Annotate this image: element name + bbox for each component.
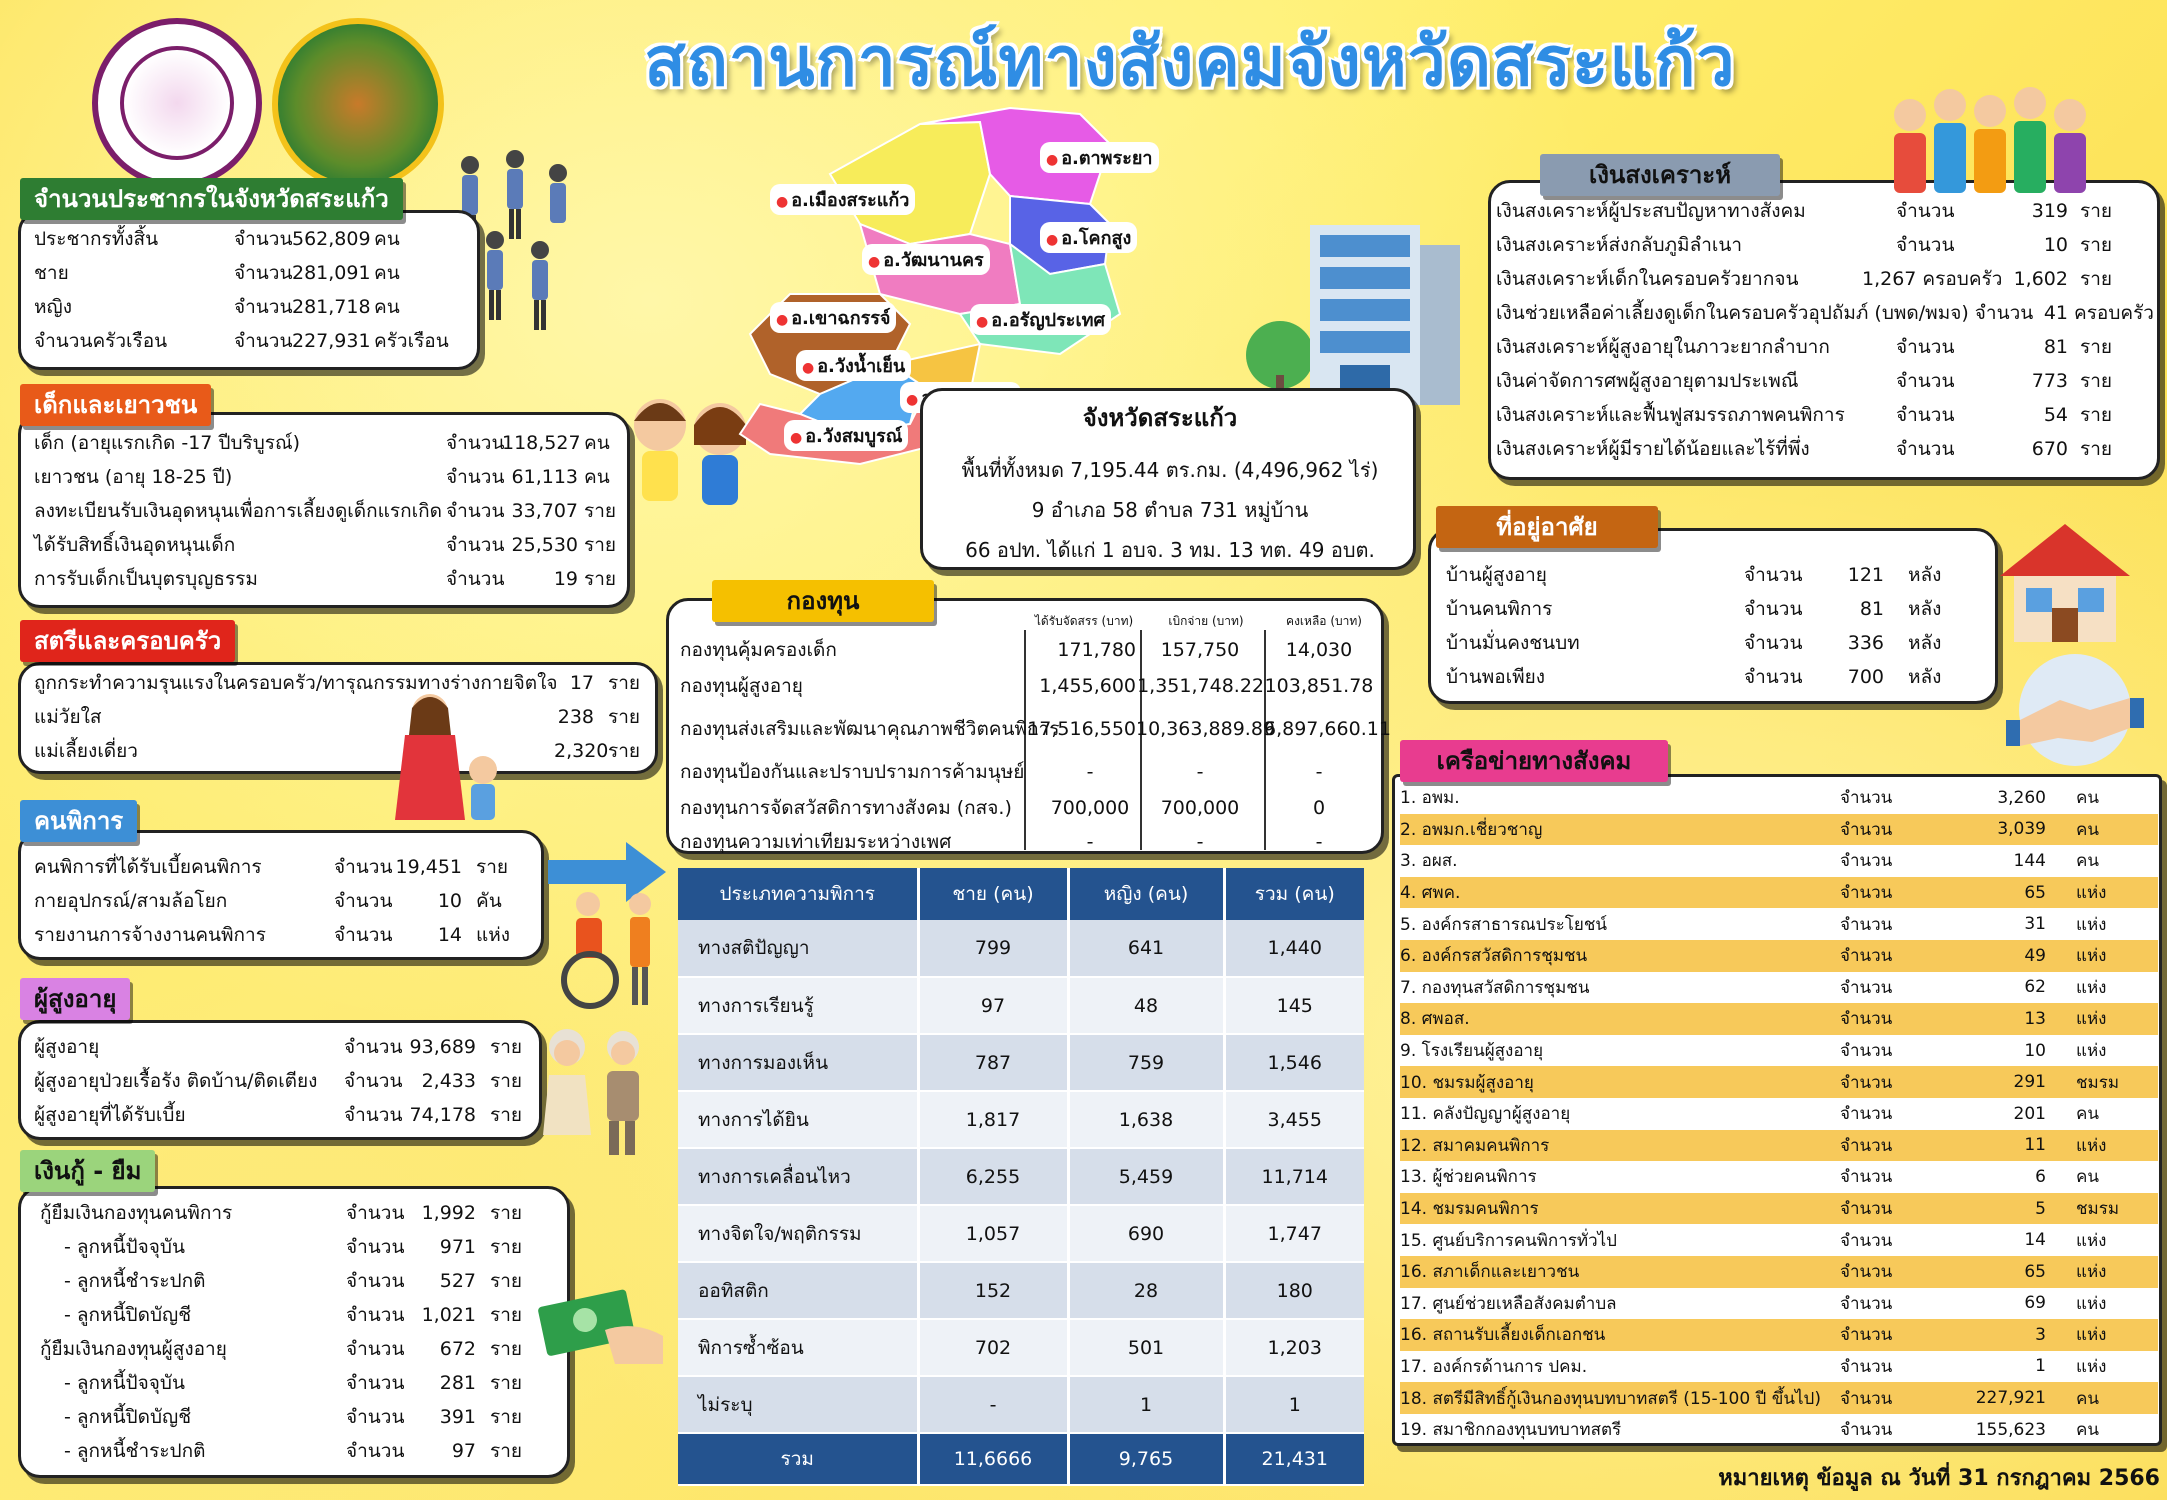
- network-key: จำนวน: [1840, 1072, 1893, 1093]
- network-label: 3. อผส.: [1400, 851, 1458, 872]
- disabled-rows: [34, 850, 544, 952]
- table-cell: ไม่ระบุ: [678, 1376, 918, 1433]
- table-cell: ทางจิตใจ/พฤติกรรม: [678, 1205, 918, 1262]
- network-value: 1: [2035, 1356, 2046, 1377]
- list-item: รายงานการจ้างงานคนพิการ จำนวน 14 แห่ง: [34, 924, 511, 946]
- network-key: จำนวน: [1840, 1356, 1893, 1377]
- table-cell: พิการซ้ำซ้อน: [678, 1319, 918, 1376]
- funds-rows: [680, 632, 1391, 858]
- table-cell: 1,203: [1224, 1319, 1364, 1376]
- network-key: จำนวน: [1840, 1230, 1893, 1251]
- handshake-icon: [2000, 650, 2150, 770]
- list-item: ผู้สูงอายุป่วยเรื้อรัง ติดบ้าน/ติดเตียง จำนวน 2,433 ราย: [34, 1070, 523, 1092]
- network-label: 5. องค์กรสาธารณประโยชน์: [1400, 914, 1607, 935]
- network-label: 11. คลังปัญญาผู้สูงอายุ: [1400, 1104, 1571, 1125]
- network-key: จำนวน: [1840, 1293, 1893, 1314]
- table-cell: 9,765: [1068, 1433, 1224, 1485]
- district-label: ● อ.โคกสูง: [1040, 222, 1137, 253]
- table-cell: ทางสติปัญญา: [678, 920, 918, 977]
- table-row: [678, 920, 1364, 977]
- table-cell: 799: [918, 920, 1068, 977]
- network-value: 65: [2024, 882, 2046, 903]
- table-cell: 48: [1068, 977, 1224, 1034]
- network-label: 1. อพม.: [1400, 788, 1460, 809]
- youth-header: เด็กและเยาวชน: [20, 384, 211, 426]
- network-key: จำนวน: [1840, 819, 1893, 840]
- province-area: พื้นที่ทั้งหมด 7,195.44 ตร.กม. (4,496,962 ไร่): [961, 458, 1379, 482]
- table-cell: 1: [1224, 1376, 1364, 1433]
- network-rows: [1400, 782, 2158, 1445]
- footnote: หมายเหตุ ข้อมูล ณ วันที่ 31 กรกฎาคม 2566: [1718, 1466, 2160, 1491]
- network-key: จำนวน: [1840, 1041, 1893, 1062]
- map-region-mueang: [830, 122, 990, 244]
- network-unit: แห่ง: [2076, 1135, 2107, 1156]
- table-row: [678, 1319, 1364, 1376]
- network-value: 65: [2024, 1261, 2046, 1282]
- network-label: 7. กองทุนสวัสดิการชุมชน: [1400, 977, 1590, 998]
- table-cell: 1: [1068, 1376, 1224, 1433]
- list-item: เงินสงเคราะห์ผู้สูงอายุในภาวะยากลำบาก จำนวน 81 ราย: [1496, 336, 2113, 358]
- network-label: 10. ชมรมผู้สูงอายุ: [1400, 1072, 1534, 1093]
- network-value: 10: [2024, 1040, 2046, 1061]
- network-unit: แห่ง: [2076, 977, 2107, 998]
- table-row: กองทุนการจัดสวัสดิการทางสังคม (กสจ.) 700,000 700,000 0: [680, 797, 1326, 819]
- network-label: 4. ศพค.: [1400, 883, 1461, 904]
- network-value: 155,623: [1975, 1419, 2046, 1440]
- table-cell: 3,455: [1224, 1091, 1364, 1148]
- network-unit: แห่ง: [2076, 946, 2107, 967]
- network-unit: แห่ง: [2076, 914, 2107, 935]
- table-cell: 11,6666: [918, 1433, 1068, 1485]
- table-cell: 1,546: [1224, 1034, 1364, 1091]
- network-value: 227,921: [1975, 1388, 2046, 1409]
- network-value: 291: [2013, 1072, 2046, 1093]
- list-item: [1400, 908, 2158, 940]
- table-cell: รวม: [678, 1433, 918, 1485]
- network-value: 62: [2024, 977, 2046, 998]
- table-cell: 690: [1068, 1205, 1224, 1262]
- list-item: เงินสงเคราะห์และฟื้นฟูสมรรถภาพคนพิการ จำนวน 54 ราย: [1496, 404, 2113, 426]
- women-rows: [34, 666, 654, 768]
- list-item: [1400, 1256, 2158, 1288]
- network-key: จำนวน: [1840, 1325, 1893, 1346]
- list-item: จำนวนครัวเรือน จำนวน 227,931 ครัวเรือน: [34, 330, 449, 352]
- list-item: [1400, 1035, 2158, 1067]
- table-cell: ทางการเคลื่อนไหว: [678, 1148, 918, 1205]
- network-key: จำนวน: [1840, 1009, 1893, 1030]
- network-key: จำนวน: [1840, 1199, 1893, 1220]
- table-cell: 1,817: [918, 1091, 1068, 1148]
- list-item: [1400, 1351, 2158, 1383]
- list-item: [1400, 1003, 2158, 1035]
- table-total-row: [678, 1433, 1364, 1485]
- list-item: เงินช่วยเหลือค่าเลี้ยงดูเด็กในครอบครัวอุปถัมภ์ (บพด/พมจ) จำนวน 41 ครอบครัว: [1496, 302, 2154, 324]
- table-cell: 28: [1068, 1262, 1224, 1319]
- disability-type-table: [678, 868, 1364, 1486]
- loans-rows: [40, 1196, 560, 1468]
- network-value: 6: [2035, 1166, 2046, 1187]
- table-row: กองทุนป้องกันและปราบปรามการค้ามนุษย์ - - -: [680, 761, 1323, 783]
- welfare-header: เงินสงเคราะห์: [1540, 154, 1780, 196]
- table-cell: 6,255: [918, 1148, 1068, 1205]
- province-local-gov: 66 อปท. ได้แก่ 1 อบจ. 3 ทม. 13 ทต. 49 อบต.: [965, 538, 1375, 562]
- column-header: ประเภทความพิการ: [678, 868, 918, 920]
- network-unit: แห่ง: [2076, 1009, 2107, 1030]
- list-item: [1400, 814, 2158, 846]
- elderly-rows: [34, 1030, 544, 1132]
- list-item: ประชากรทั้งสิ้น จำนวน 562,809 คน: [34, 228, 400, 250]
- list-item: แม่เลี้ยงเดี่ยว 2,320 ราย: [34, 740, 641, 762]
- list-item: บ้านมั่นคงชนบท จำนวน 336 หลัง: [1446, 632, 1942, 654]
- table-cell: 180: [1224, 1262, 1364, 1319]
- table-header-row: [678, 868, 1364, 920]
- table-cell: 787: [918, 1034, 1068, 1091]
- network-unit: คน: [2076, 819, 2099, 840]
- list-item: [1400, 1319, 2158, 1351]
- list-item: [1400, 940, 2158, 972]
- district-label: ● อ.เมืองสระแก้ว: [770, 184, 915, 215]
- list-item: บ้านคนพิการ จำนวน 81 หลัง: [1446, 598, 1942, 620]
- list-item: บ้านพอเพียง จำนวน 700 หลัง: [1446, 666, 1942, 688]
- list-item: ผู้สูงอายุที่ได้รับเบี้ย จำนวน 74,178 ราย: [34, 1104, 523, 1126]
- network-key: จำนวน: [1840, 851, 1893, 872]
- network-unit: แห่ง: [2076, 1293, 2107, 1314]
- column-header: รวม (คน): [1224, 868, 1364, 920]
- list-item: [1400, 1130, 2158, 1162]
- table-cell: 702: [918, 1319, 1068, 1376]
- list-item: คนพิการที่ได้รับเบี้ยคนพิการ จำนวน 19,451 ราย: [34, 856, 509, 878]
- network-label: 6. องค์กรสวัสดิการชุมชน: [1400, 946, 1588, 967]
- population-header: จำนวนประชากรในจังหวัดสระแก้ว: [20, 178, 403, 220]
- province-admin: 9 อำเภอ 58 ตำบล 731 หมู่บ้าน: [1031, 498, 1309, 522]
- list-item: ลงทะเบียนรับเงินอุดหนุนเพื่อการเลี้ยงดูเด็กแรกเกิด จำนวน 33,707 ราย: [34, 500, 617, 522]
- table-cell: 5,459: [1068, 1148, 1224, 1205]
- building-icon: [1240, 205, 1480, 415]
- network-unit: คน: [2076, 1104, 2099, 1125]
- table-cell: ทางการได้ยิน: [678, 1091, 918, 1148]
- table-cell: ทางการมองเห็น: [678, 1034, 918, 1091]
- network-value: 5: [2035, 1198, 2046, 1219]
- list-item: ชาย จำนวน 281,091 คน: [34, 262, 400, 284]
- network-value: 3: [2035, 1324, 2046, 1345]
- list-item: เด็ก (อายุแรกเกิด -17 ปีบริบูรณ์) จำนวน 118,527 คน: [34, 432, 610, 454]
- table-cell: ทางการเรียนรู้: [678, 977, 918, 1034]
- list-item: กู้ยืมเงินกองทุนผู้สูงอายุ จำนวน 672 ราย: [40, 1338, 523, 1360]
- people-crowd-icon: [1880, 75, 2100, 195]
- network-value: 3,039: [1997, 819, 2046, 840]
- table-row: กองทุนส่งเสริมและพัฒนาคุณภาพชีวิตคนพิการ 17,516,550 10,363,889.89 6,897,660.11: [680, 718, 1391, 740]
- network-label: 19. สมาชิกกองทุนบทบาทสตรี: [1400, 1420, 1622, 1441]
- network-label: 8. ศพอส.: [1400, 1009, 1470, 1030]
- province-seal-logo: [272, 18, 444, 190]
- mother-child-icon: [385, 690, 505, 830]
- list-item: [1400, 1066, 2158, 1098]
- network-label: 15. ศูนย์บริการคนพิการทั่วไป: [1400, 1230, 1617, 1251]
- table-row: [678, 1376, 1364, 1433]
- youth-rows: [34, 426, 624, 596]
- list-item: [1400, 845, 2158, 877]
- list-item: ผู้สูงอายุ จำนวน 93,689 ราย: [34, 1036, 523, 1058]
- table-row: กองทุนคุ้มครองเด็ก 171,780 157,750 14,030: [680, 639, 1353, 661]
- table-cell: 11,714: [1224, 1148, 1364, 1205]
- network-label: 16. สภาเด็กและเยาวชน: [1400, 1262, 1580, 1283]
- network-unit: คน: [2076, 788, 2099, 809]
- network-value: 11: [2024, 1135, 2046, 1156]
- table-cell: 759: [1068, 1034, 1224, 1091]
- table-row: กองทุนผู้สูงอายุ 1,455,600 1,351,748.22 103,851.78: [680, 675, 1374, 697]
- network-unit: คน: [2076, 1420, 2099, 1441]
- table-cell: 1,057: [918, 1205, 1068, 1262]
- network-label: 12. สมาคมคนพิการ: [1400, 1135, 1550, 1156]
- list-item: [1400, 877, 2158, 909]
- table-cell: 152: [918, 1262, 1068, 1319]
- list-item: แม่วัยใส 238 ราย: [34, 706, 641, 728]
- table-row: [678, 1262, 1364, 1319]
- district-label: ● อ.วัฒนานคร: [862, 244, 990, 275]
- list-item: เยาวชน (อายุ 18-25 ปี) จำนวน 61,113 คน: [34, 466, 610, 488]
- network-unit: แห่ง: [2076, 1262, 2107, 1283]
- district-label: ● อ.วังสมบูรณ์: [784, 420, 908, 451]
- housing-rows: [1446, 558, 1996, 694]
- network-label: 13. ผู้ช่วยคนพิการ: [1400, 1167, 1537, 1188]
- list-item: [1400, 972, 2158, 1004]
- population-rows: [34, 222, 474, 358]
- network-key: จำนวน: [1840, 1167, 1893, 1188]
- table-cell: 145: [1224, 977, 1364, 1034]
- network-value: 3,260: [1997, 787, 2046, 808]
- table-cell: 501: [1068, 1319, 1224, 1376]
- loans-header: เงินกู้ - ยืม: [20, 1150, 155, 1192]
- network-key: จำนวน: [1840, 1420, 1893, 1441]
- table-cell: 641: [1068, 920, 1224, 977]
- table-row: กองทุนความเท่าเทียมระหว่างเพศ - - -: [680, 831, 1323, 853]
- network-key: จำนวน: [1840, 883, 1893, 904]
- women-header: สตรีและครอบครัว: [20, 620, 235, 662]
- network-value: 49: [2024, 945, 2046, 966]
- table-row: [678, 1091, 1364, 1148]
- table-cell: 21,431: [1224, 1433, 1364, 1485]
- elderly-couple-icon: [535, 1025, 655, 1160]
- table-cell: 1,747: [1224, 1205, 1364, 1262]
- district-label: ● อ.อรัญประเทศ: [970, 304, 1111, 335]
- table-row: [678, 977, 1364, 1034]
- list-item: เงินสงเคราะห์ผู้ประสบปัญหาทางสังคม จำนวน 319 ราย: [1496, 200, 2113, 222]
- network-unit: ชมรม: [2076, 1072, 2120, 1093]
- list-item: [1400, 1098, 2158, 1130]
- network-unit: แห่ง: [2076, 1230, 2107, 1251]
- network-label: 16. สถานรับเลี้ยงเด็กเอกชน: [1400, 1325, 1606, 1346]
- list-item: เงินสงเคราะห์ผู้มีรายได้น้อยและไร้ที่พึ่ง จำนวน 670 ราย: [1496, 438, 2113, 460]
- column-header: ชาย (คน): [918, 868, 1068, 920]
- table-cell: 97: [918, 977, 1068, 1034]
- network-key: จำนวน: [1840, 914, 1893, 935]
- network-unit: แห่ง: [2076, 1356, 2107, 1377]
- network-label: 17. องค์กรด้านการ ปคม.: [1400, 1356, 1588, 1377]
- table-row: [678, 1034, 1364, 1091]
- elderly-header: ผู้สูงอายุ: [20, 978, 130, 1020]
- funds-header: กองทุน: [712, 580, 934, 622]
- funds-col-header: ได้รับจัดสรร (บาท) เบิกจ่าย (บาท) คงเหลือ (บาท): [1034, 614, 1362, 628]
- network-key: จำนวน: [1840, 1135, 1893, 1156]
- table-cell: 1,440: [1224, 920, 1364, 977]
- network-key: จำนวน: [1840, 788, 1893, 809]
- list-item: ถูกกระทำความรุนแรงในครอบครัว/ทารุณกรรมทางร่างกายจิตใจ 17 ราย: [34, 672, 641, 694]
- list-item: [1400, 782, 2158, 814]
- list-item: - ลูกหนี้ปิดบัญชี จำนวน 391 ราย: [64, 1406, 523, 1428]
- list-item: [1400, 1224, 2158, 1256]
- table-cell: ออทิสติก: [678, 1262, 918, 1319]
- table-row: [678, 1205, 1364, 1262]
- table-row: [678, 1148, 1364, 1205]
- network-unit: คน: [2076, 851, 2099, 872]
- network-header: เครือข่ายทางสังคม: [1400, 740, 1668, 782]
- network-value: 144: [2013, 850, 2046, 871]
- table-cell: -: [918, 1376, 1068, 1433]
- money-hand-icon: [535, 1280, 665, 1370]
- network-key: จำนวน: [1840, 1388, 1893, 1409]
- list-item: ได้รับสิทธิ์เงินอุดหนุนเด็ก จำนวน 25,530 ราย: [34, 534, 617, 556]
- province-name: จังหวัดสระแก้ว: [1082, 404, 1238, 432]
- list-item: - ลูกหนี้ปิดบัญชี จำนวน 1,021 ราย: [64, 1304, 523, 1326]
- network-label: 14. ชมรมคนพิการ: [1400, 1199, 1539, 1220]
- house-icon: [1990, 516, 2140, 646]
- network-value: 201: [2013, 1103, 2046, 1124]
- ministry-seal-logo: [92, 18, 262, 188]
- disabled-header: คนพิการ: [20, 800, 137, 842]
- page-title: สถานการณ์ทางสังคมจังหวัดสระแก้ว: [644, 23, 1736, 102]
- list-item: [1400, 1288, 2158, 1320]
- list-item: - ลูกหนี้ชำระปกติ จำนวน 97 ราย: [64, 1440, 523, 1462]
- welfare-rows: [1496, 194, 2156, 466]
- list-item: [1400, 1382, 2158, 1414]
- list-item: - ลูกหนี้ปัจจุบัน จำนวน 281 ราย: [64, 1372, 523, 1394]
- list-item: กู้ยืมเงินกองทุนคนพิการ จำนวน 1,992 ราย: [40, 1202, 523, 1224]
- network-key: จำนวน: [1840, 1104, 1893, 1125]
- list-item: - ลูกหนี้ปัจจุบัน จำนวน 971 ราย: [64, 1236, 523, 1258]
- list-item: เงินสงเคราะห์เด็กในครอบครัวยากจน 1,267 ครอบครัว 1,602 ราย: [1496, 268, 2113, 290]
- network-label: 2. อพมก.เชี่ยวชาญ: [1400, 819, 1543, 840]
- network-unit: แห่ง: [2076, 1041, 2107, 1062]
- housing-header: ที่อยู่อาศัย: [1436, 506, 1658, 548]
- list-item: [1400, 1193, 2158, 1225]
- network-label: 9. โรงเรียนผู้สูงอายุ: [1400, 1041, 1544, 1062]
- network-unit: คน: [2076, 1167, 2099, 1188]
- list-item: [1400, 1161, 2158, 1193]
- network-value: 13: [2024, 1008, 2046, 1029]
- network-unit: แห่ง: [2076, 883, 2107, 904]
- network-value: 69: [2024, 1293, 2046, 1314]
- network-unit: แห่ง: [2076, 1325, 2107, 1346]
- list-item: - ลูกหนี้ชำระปกติ จำนวน 527 ราย: [64, 1270, 523, 1292]
- list-item: หญิง จำนวน 281,718 คน: [34, 296, 400, 318]
- district-label: ● อ.วังน้ำเย็น: [796, 350, 911, 381]
- column-header: หญิง (คน): [1068, 868, 1224, 920]
- network-key: จำนวน: [1840, 1262, 1893, 1283]
- network-label: 17. ศูนย์ช่วยเหลือสังคมตำบล: [1400, 1293, 1617, 1314]
- list-item: เงินสงเคราะห์ส่งกลับภูมิลำเนา จำนวน 10 ราย: [1496, 234, 2113, 256]
- network-key: จำนวน: [1840, 946, 1893, 967]
- network-label: 18. สตรีมีสิทธิ์กู้เงินกองทุนบทบาทสตรี (15-100 ปี ขึ้นไป): [1400, 1388, 1821, 1409]
- network-value: 31: [2024, 914, 2046, 935]
- district-label: ● อ.ตาพระยา: [1040, 142, 1159, 173]
- district-label: ● อ.เขาฉกรรจ์: [770, 302, 896, 333]
- list-item: [1400, 1414, 2158, 1446]
- table-cell: 1,638: [1068, 1091, 1224, 1148]
- list-item: บ้านผู้สูงอายุ จำนวน 121 หลัง: [1446, 564, 1942, 586]
- network-unit: คน: [2076, 1388, 2099, 1409]
- network-value: 14: [2024, 1230, 2046, 1251]
- list-item: เงินค่าจัดการศพผู้สูงอายุตามประเพณี จำนวน 773 ราย: [1496, 370, 2113, 392]
- network-key: จำนวน: [1840, 977, 1893, 998]
- network-unit: ชมรม: [2076, 1199, 2120, 1220]
- list-item: กายอุปกรณ์/สามล้อโยก จำนวน 10 คัน: [34, 890, 502, 912]
- list-item: การรับเด็กเป็นบุตรบุญธรรม จำนวน 19 ราย: [34, 568, 617, 590]
- wheelchair-icon: [548, 890, 668, 1010]
